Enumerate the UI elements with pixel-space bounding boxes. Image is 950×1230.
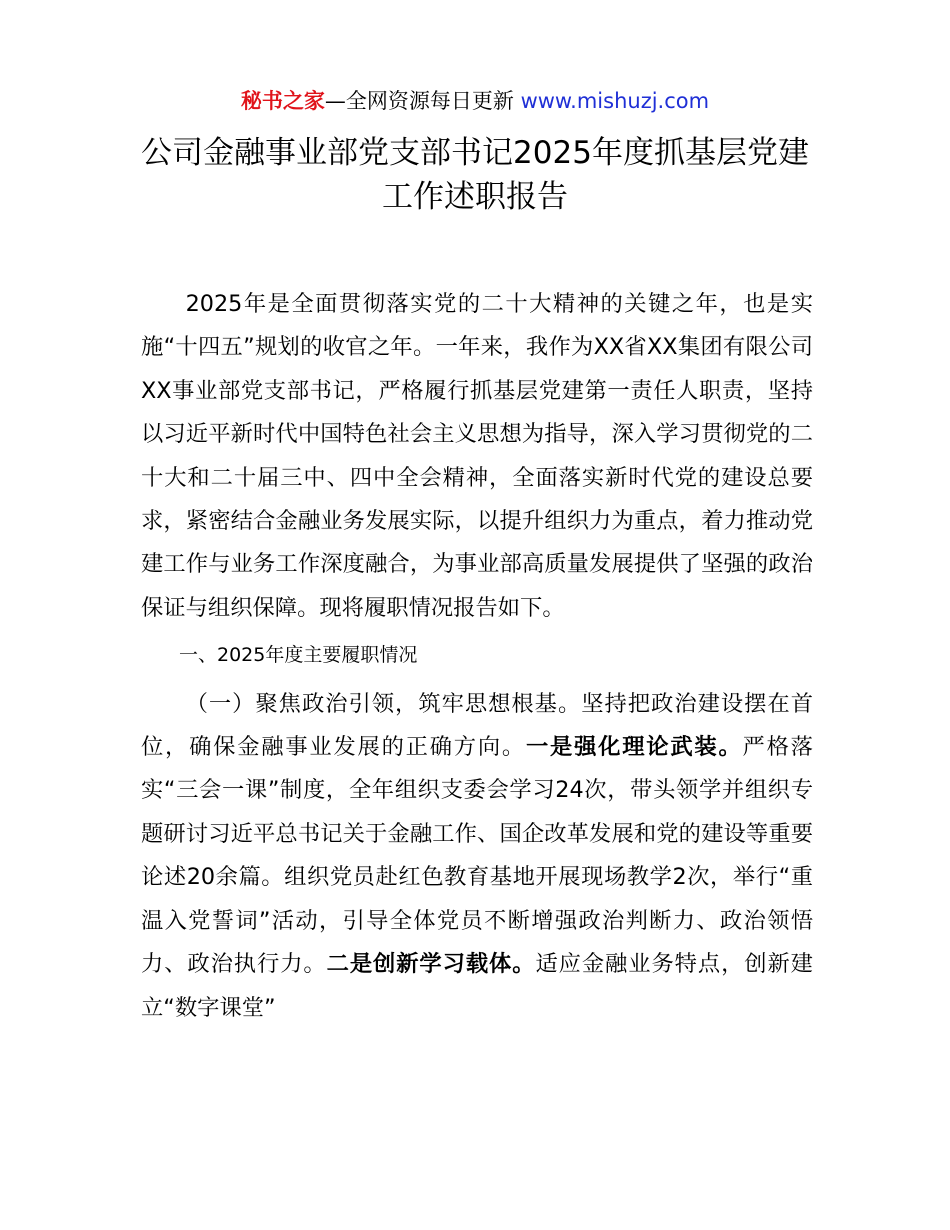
point-text: 严格落实“三会一课”制度，全年组织支委会学习24次，带头领学并组织专题研讨习近平总书记关于金融工作、国企改革发展和党的建设等重要论述20余篇。组织党员赴红色教育基地开展现场教学2次，举行“重温入党誓词”活动，引导全体党员不断增强政治判断力、政治领悟力、政治执行力。 [141, 734, 813, 978]
brand-name: 秘书之家 [240, 89, 325, 113]
site-url-link[interactable]: www.mishuzj.com [520, 89, 710, 113]
section-heading: 一、2025年度主要履职情况 [179, 644, 418, 667]
point-title: 二是创新学习载体。 [326, 951, 536, 978]
intro-paragraph: 2025年是全面贯彻落实党的二十大精神的关键之年，也是实施“十四五”规划的收官之年。一年来，我作为XX省XX集团有限公司XX事业部党支部书记，严格履行抓基层党建第一责任人职责，坚持以习近平新时代中国特色社会主义思想为指导，深入学习贯彻党的二十大和二十届三中、四中全会精神，全面落实新时代党的建设总要求，紧密结合金融业务发展实际，以提升组织力为重点，着力推动党建工作与业务工作深度融合，为事业部高质量发展提供了坚强的政治保证与组织保障。现将履职情况报告如下。 [141, 291, 813, 621]
point-title: 一是强化理论武装。 [525, 734, 743, 761]
section-paragraph [141, 683, 813, 1030]
header-slogan: —全网资源每日更新 [324, 89, 514, 113]
document-title: 公司金融事业部党支部书记2025年度抓基层党建工作述职报告 [141, 135, 809, 215]
site-header [0, 86, 950, 116]
document-body [141, 283, 813, 1030]
section-lead: （一）聚焦政治引领，筑牢思想根基。坚持把政治建设摆在首位，确保金融事业发展的正确方向。 [141, 690, 813, 761]
point-text: 适应金融业务特点，创新建立“数字课堂” [141, 951, 813, 1021]
